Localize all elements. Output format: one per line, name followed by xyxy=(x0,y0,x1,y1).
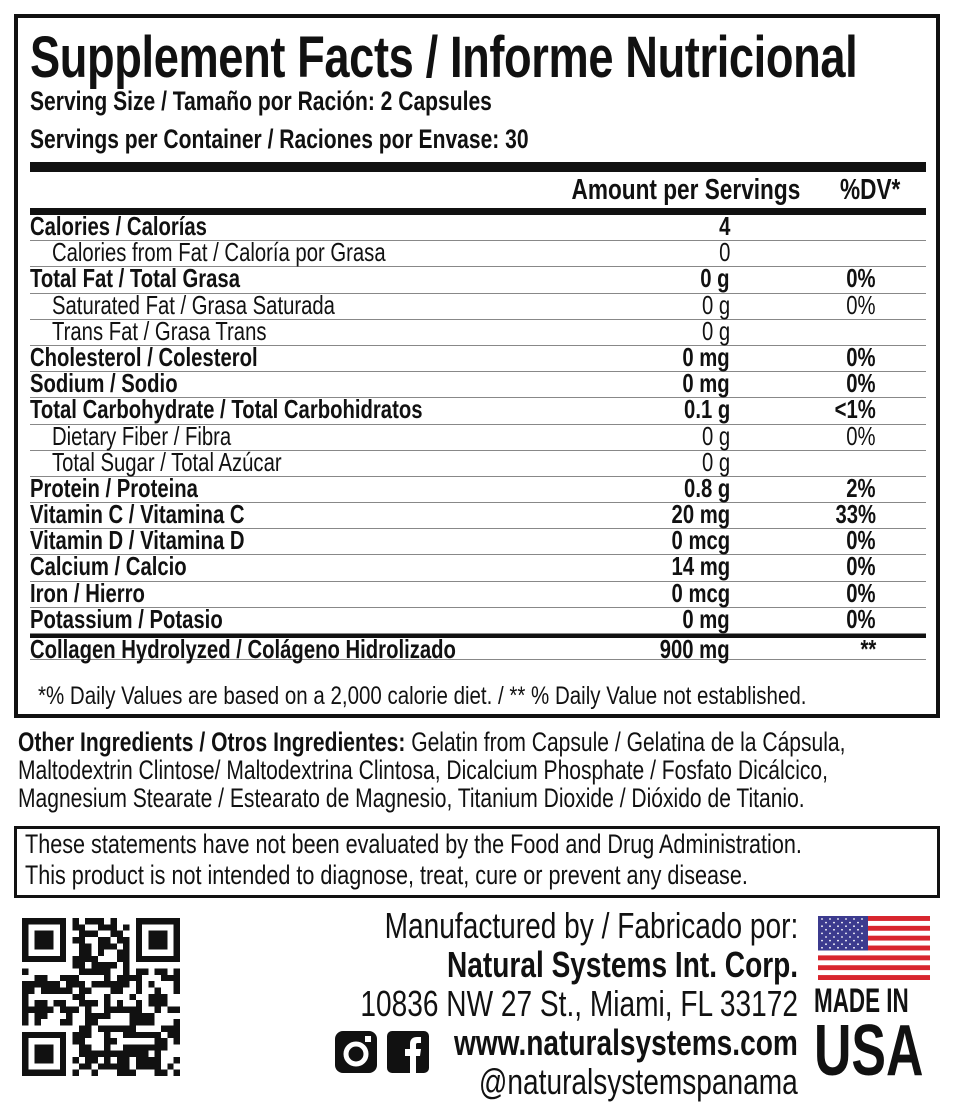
social-handle[interactable]: @naturalsystemspanama xyxy=(479,1061,798,1102)
nutrient-amount-cell xyxy=(655,551,730,582)
nutrient-amount: 0 g xyxy=(701,315,730,346)
nutrient-amount-cell xyxy=(655,525,730,556)
qr-code-icon[interactable] xyxy=(22,918,180,1076)
nutrient-amount-cell xyxy=(655,499,730,530)
nutrient-label: Potassium / Potasio xyxy=(30,603,223,634)
nutrient-dv-cell xyxy=(838,577,876,608)
nutrient-label: Collagen Hydrolyzed / Colágeno Hidrolizado xyxy=(30,634,456,664)
nutrient-amount-cell xyxy=(694,446,730,477)
nutrient-dv-cell xyxy=(838,472,876,503)
servings-per-container xyxy=(30,124,669,155)
fda-disclaimer xyxy=(14,826,940,898)
nutrient-label-cell xyxy=(30,213,257,239)
nutrient-amount: 20 mg xyxy=(671,499,730,530)
nutrient-dv: 0% xyxy=(846,577,876,608)
ingredients-line-1: Gelatin from Capsule / Gelatina de la Cápsula, xyxy=(411,727,846,757)
nutrient-dv: 33% xyxy=(835,499,876,530)
nutrient-amount-cell xyxy=(640,636,730,662)
nutrient-dv-cell xyxy=(838,551,876,582)
serving-size xyxy=(30,86,622,117)
nutrient-amount: 0.8 g xyxy=(683,472,730,503)
nutrient-label-cell xyxy=(30,263,299,294)
ingredients-line-2: Maltodextrin Clintose/ Maltodextrina Clintosa, Dicalcium Phosphate / Fosfato Dicálcico, xyxy=(18,755,828,785)
nutrient-label: Protein / Proteina xyxy=(30,472,198,503)
facebook-icon[interactable] xyxy=(386,1030,430,1074)
nutrient-dv: 0% xyxy=(846,525,876,556)
nutrient-label: Iron / Hierro xyxy=(30,577,145,608)
nutrient-label-cell xyxy=(30,368,219,399)
panel-title xyxy=(30,24,964,91)
nutrient-label: Sodium / Sodio xyxy=(30,368,178,399)
nutrient-label: Dietary Fiber / Fibra xyxy=(52,420,232,451)
us-flag-icon xyxy=(818,916,930,980)
nutrient-label: Calories from Fat / Caloría por Grasa xyxy=(52,237,386,268)
nutrient-amount-cell xyxy=(669,341,730,372)
nutrient-label-cell xyxy=(30,636,576,662)
nutrient-dv-cell xyxy=(838,420,876,451)
nutrient-dv-cell xyxy=(838,603,876,634)
nutrient-dv-cell xyxy=(824,499,876,530)
nutrient-row xyxy=(30,634,926,664)
nutrient-amount: 0 xyxy=(718,237,730,268)
nutrient-dv: 0% xyxy=(846,551,876,582)
made-in-text: MADE IN xyxy=(814,982,909,1020)
nutrient-label: Vitamin C / Vitamina C xyxy=(30,499,245,530)
footnote xyxy=(38,682,964,711)
nutrient-amount-cell xyxy=(716,237,730,268)
nutrient-dv-cell xyxy=(856,636,876,662)
nutrient-label: Trans Fat / Grasa Trans xyxy=(52,315,267,346)
nutrient-dv: ** xyxy=(860,634,876,664)
nutrient-dv: 0% xyxy=(846,368,876,399)
nutrient-dv-cell xyxy=(823,394,876,425)
nutrient-dv: 0% xyxy=(846,420,876,451)
nutrient-amount-cell xyxy=(716,213,730,239)
header-dv xyxy=(823,174,900,207)
nutrient-label-cell xyxy=(30,525,305,556)
nutrient-dv: 0% xyxy=(846,263,876,294)
nutrient-label: Total Carbohydrate / Total Carbohidratos xyxy=(30,394,423,425)
nutrient-label-cell xyxy=(52,446,346,477)
nutrient-amount-cell xyxy=(694,315,730,346)
nutrient-amount-cell xyxy=(694,420,730,451)
nutrient-dv-cell xyxy=(838,289,876,320)
nutrient-amount: 0 g xyxy=(700,263,730,294)
header-amount-text: Amount per Servings xyxy=(571,174,800,206)
nutrient-label: Vitamin D / Vitamina D xyxy=(30,525,245,556)
nutrient-amount: 900 mg xyxy=(660,634,730,664)
nutrient-amount-cell xyxy=(671,394,730,425)
ingredients-line-3: Magnesium Stearate / Estearato de Magnesio, Titanium Dioxide / Dióxido de Titanio. xyxy=(18,783,805,813)
nutrient-amount: 0 g xyxy=(701,446,730,477)
manufacturer-info xyxy=(237,906,798,1101)
company-name: Natural Systems Int. Corp. xyxy=(446,944,798,985)
nutrient-label-cell xyxy=(52,420,282,451)
nutrient-amount: 0 mcg xyxy=(671,525,730,556)
nutrient-amount-cell xyxy=(669,368,730,399)
nutrient-table xyxy=(30,211,926,664)
nutrient-label: Total Sugar / Total Azúcar xyxy=(52,446,282,477)
nutrient-amount: 14 mg xyxy=(671,551,730,582)
nutrient-label: Calcium / Calcio xyxy=(30,551,187,582)
instagram-icon[interactable] xyxy=(334,1030,378,1074)
nutrient-amount: 0 mcg xyxy=(671,577,730,608)
nutrient-label-cell xyxy=(30,603,277,634)
nutrient-amount: 0 mg xyxy=(682,341,730,372)
other-ingredients xyxy=(18,728,964,812)
address: 10836 NW 27 St., Miami, FL 33172 xyxy=(360,983,798,1024)
website-link[interactable]: www.naturalsystems.com xyxy=(454,1022,798,1063)
nutrient-label-cell xyxy=(30,472,245,503)
nutrient-label-cell xyxy=(30,394,533,425)
servings-text: Servings per Container / Raciones por Envase: 30 xyxy=(30,124,529,154)
header-dv-text: %DV* xyxy=(839,174,900,206)
nutrient-label-cell xyxy=(52,237,480,268)
divider-thick xyxy=(30,162,926,172)
nutrient-amount-cell xyxy=(655,577,730,608)
supplement-facts-panel xyxy=(14,14,940,718)
nutrient-label: Calories / Calorías xyxy=(30,211,207,241)
nutrient-amount-cell xyxy=(692,263,730,294)
nutrient-amount: 0 mg xyxy=(682,603,730,634)
nutrient-dv: 2% xyxy=(846,472,876,503)
nutrient-label-cell xyxy=(30,499,305,530)
disclaimer-line-2: This product is not intended to diagnose, treat, cure or prevent any disease. xyxy=(25,860,748,890)
nutrient-dv-cell xyxy=(838,525,876,556)
nutrient-label: Saturated Fat / Grasa Saturada xyxy=(52,289,335,320)
nutrient-dv-cell xyxy=(838,368,876,399)
title-text: Supplement Facts / Informe Nutricional xyxy=(30,25,858,90)
manufactured-by-label: Manufactured by / Fabricado por: xyxy=(384,905,798,946)
nutrient-amount: 0 g xyxy=(701,289,730,320)
nutrient-amount: 0.1 g xyxy=(683,394,730,425)
nutrient-dv-cell xyxy=(838,341,876,372)
nutrient-label-cell xyxy=(52,315,327,346)
nutrient-amount-cell xyxy=(671,472,730,503)
nutrient-dv: 0% xyxy=(846,341,876,372)
usa-text: USA xyxy=(814,1011,924,1091)
nutrient-dv: <1% xyxy=(834,394,876,425)
social-icons xyxy=(334,1030,430,1074)
nutrient-amount: 0 g xyxy=(701,420,730,451)
nutrient-dv: 0% xyxy=(846,289,876,320)
nutrient-label-cell xyxy=(30,577,177,608)
nutrient-label: Cholesterol / Colesterol xyxy=(30,341,258,372)
nutrient-label-cell xyxy=(30,551,231,582)
other-ingredients-heading: Other Ingredients / Otros Ingredientes: xyxy=(18,727,406,757)
nutrient-amount: 0 mg xyxy=(682,368,730,399)
nutrient-row xyxy=(30,603,926,634)
disclaimer-line-1: These statements have not been evaluated by the Food and Drug Administration. xyxy=(25,829,802,859)
nutrient-dv: 0% xyxy=(846,603,876,634)
nutrient-label: Total Fat / Total Grasa xyxy=(30,263,240,294)
nutrient-label-cell xyxy=(52,289,415,320)
serving-size-text: Serving Size / Tamaño por Ración: 2 Capsules xyxy=(30,86,492,116)
nutrient-dv-cell xyxy=(838,263,876,294)
nutrient-amount-cell xyxy=(694,289,730,320)
nutrient-amount-cell xyxy=(669,603,730,634)
footnote-text: *% Daily Values are based on a 2,000 calorie diet. / ** % Daily Value not established. xyxy=(38,682,807,710)
header-amount xyxy=(507,174,800,207)
nutrient-label-cell xyxy=(30,341,322,372)
nutrient-row xyxy=(30,551,926,582)
made-in-usa-badge xyxy=(814,982,934,1091)
nutrient-amount: 4 xyxy=(718,211,730,241)
